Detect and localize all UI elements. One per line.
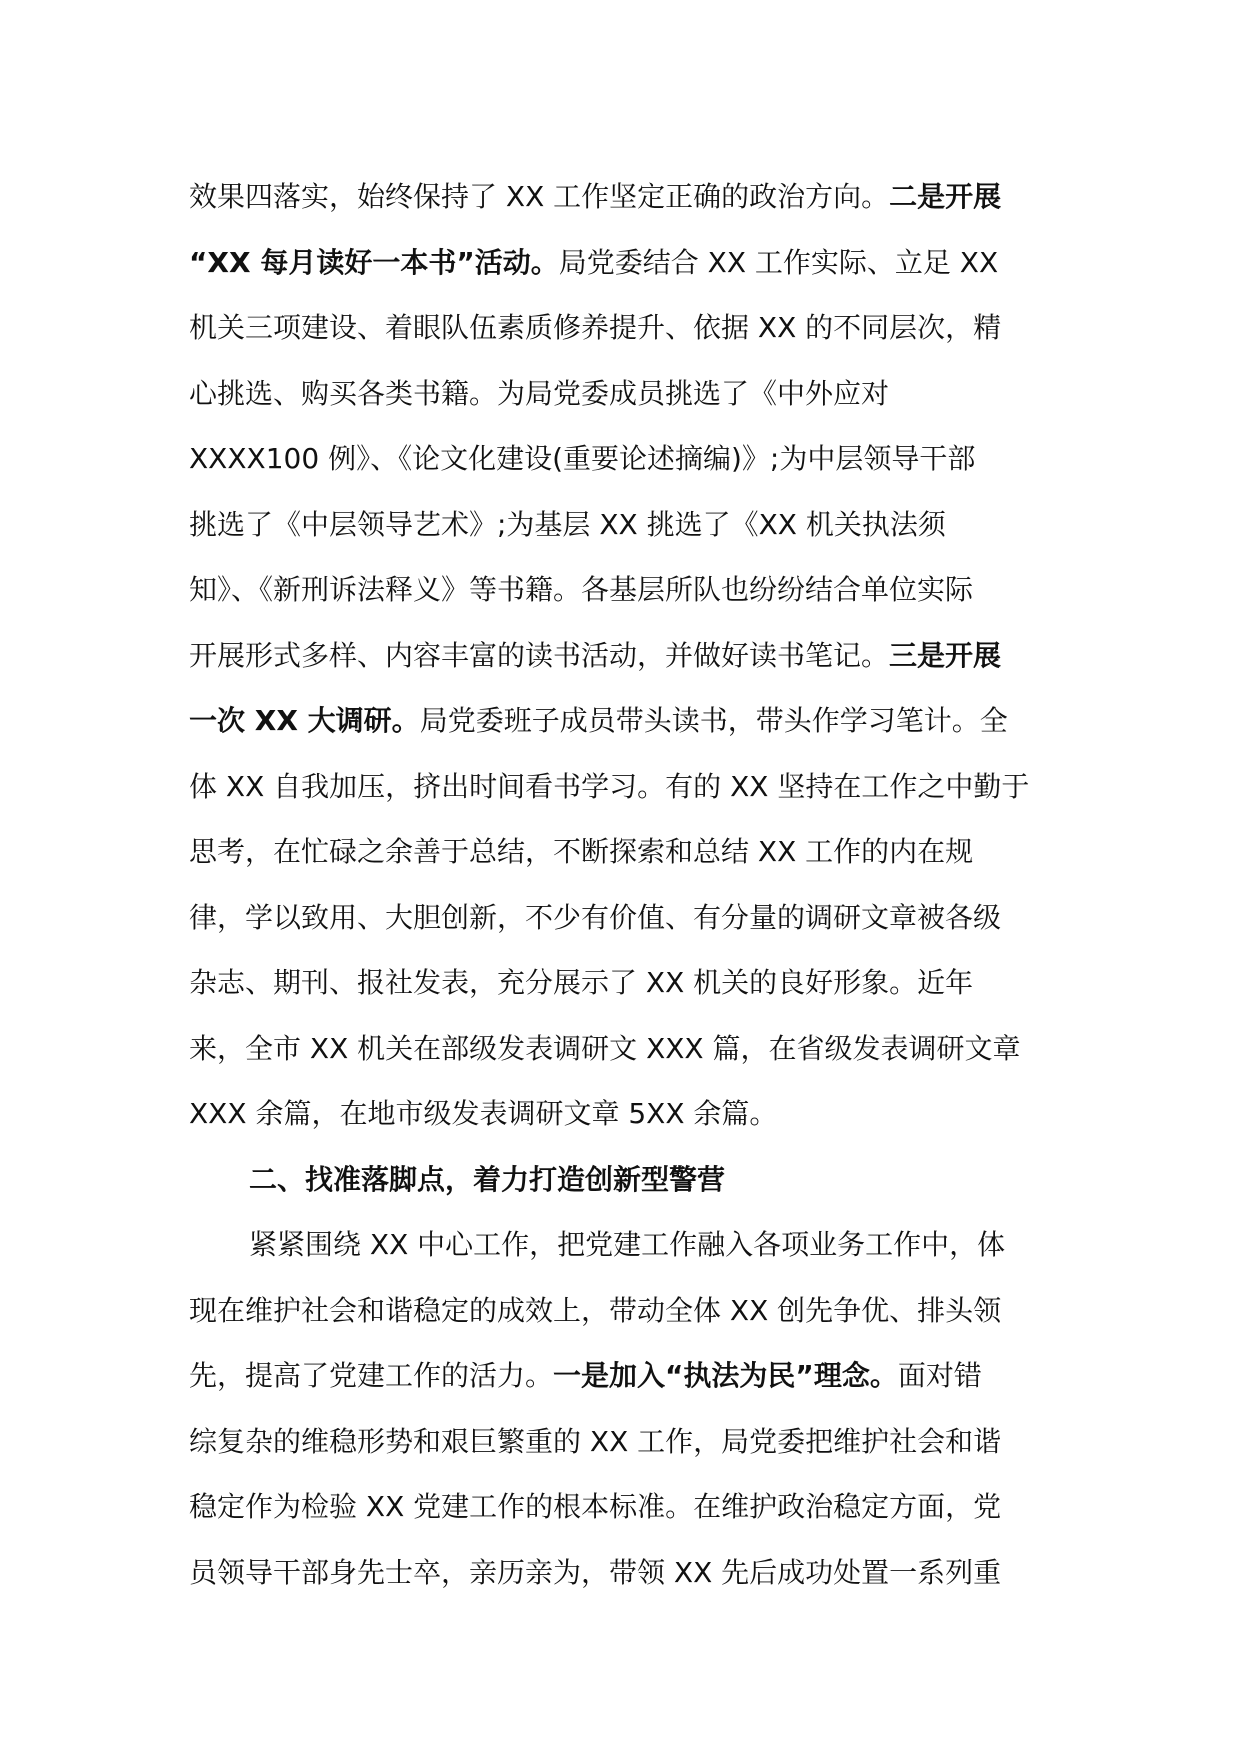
- text-line: [189, 557, 1051, 623]
- text-line: [189, 1474, 1051, 1540]
- text-run: 来，全市 XX 机关在部级发表调研文 XXX 篇，在省级发表调研文章: [189, 1031, 1021, 1065]
- text-run: 局党委班子成员带头读书，带头作学习笔计。全: [419, 704, 1008, 737]
- text-run: 挑选了《中层领导艺术》;为基层 XX 挑选了《XX 机关执法须: [189, 507, 946, 541]
- text-run: 机关三项建设、着眼队伍素质修养提升、依据 XX 的不同层次，精: [189, 311, 1002, 344]
- text-line: [189, 1212, 1051, 1278]
- text-line: [189, 885, 1051, 951]
- text-line: [189, 623, 1051, 689]
- text-run: 律，学以致用、大胆创新，不少有价值、有分量的调研文章被各级: [189, 900, 1002, 934]
- text-run: 综复杂的维稳形势和艰巨繁重的 XX 工作，局党委把维护社会和谐: [189, 1424, 1002, 1458]
- text-run: 知》、《新刑诉法释义》等书籍。各基层所队也纷纷结合单位实际: [189, 573, 974, 606]
- text-line: [189, 361, 1051, 427]
- text-run: XXX 余篇，在地市级发表调研文章 5XX 余篇。: [189, 1097, 778, 1130]
- bold-text-run: 三是开展: [889, 638, 1002, 672]
- section-heading: [189, 1147, 1051, 1213]
- document-page: [189, 164, 1051, 1605]
- text-run: 现在维护社会和谐稳定的成效上，带动全体 XX 创先争优、排头领: [189, 1293, 1002, 1327]
- text-run: 先，提高了党建工作的活力。: [189, 1359, 554, 1392]
- text-run: 杂志、期刊、报社发表，充分展示了 XX 机关的良好形象。近年: [189, 966, 974, 999]
- text-run: 局党委结合 XX 工作实际、立足 XX: [558, 245, 999, 279]
- bold-text-run: 二、找准落脚点，着力打造创新型警营: [249, 1162, 726, 1196]
- bold-text-run: 一次 XX 大调研。: [189, 704, 420, 737]
- text-run: 效果四落实，始终保持了 XX 工作坚定正确的政治方向。: [189, 180, 890, 213]
- bold-text-run: 二是开展: [889, 180, 1002, 213]
- text-line: [189, 492, 1051, 558]
- text-run: 面对错: [897, 1359, 982, 1392]
- text-line: [189, 754, 1051, 820]
- text-line: [189, 819, 1051, 885]
- text-line: [189, 164, 1051, 230]
- text-run: 员领导干部身先士卒，亲历亲为，带领 XX 先后成功处置一系列重: [189, 1555, 1002, 1589]
- text-line: [189, 1343, 1051, 1409]
- text-line: [189, 295, 1051, 361]
- text-run: 思考，在忙碌之余善于总结，不断探索和总结 XX 工作的内在规: [189, 835, 974, 868]
- text-line: [189, 688, 1051, 754]
- text-line: [189, 950, 1051, 1016]
- bold-text-run: 一是加入“执法为民”理念。: [553, 1359, 898, 1392]
- text-run: 心挑选、购买各类书籍。为局党委成员挑选了《中外应对: [189, 376, 890, 410]
- text-run: 体 XX 自我加压，挤出时间看书学习。有的 XX 坚持在工作之中勤于: [189, 769, 1030, 803]
- bold-text-run: “XX 每月读好一本书”活动。: [189, 245, 559, 279]
- text-line: [189, 1540, 1051, 1606]
- text-line: [189, 230, 1051, 296]
- text-line: [189, 1016, 1051, 1082]
- text-run: 稳定作为检验 XX 党建工作的根本标准。在维护政治稳定方面，党: [189, 1490, 1002, 1523]
- text-run: 开展形式多样、内容丰富的读书活动，并做好读书笔记。: [189, 638, 890, 672]
- text-line: [189, 1081, 1051, 1147]
- text-run: 紧紧围绕 XX 中心工作，把党建工作融入各项业务工作中，体: [249, 1228, 1006, 1261]
- text-line: [189, 426, 1051, 492]
- text-line: [189, 1278, 1051, 1344]
- text-run: XXXX100 例》、《论文化建设(重要论述摘编)》;为中层领导干部: [189, 442, 976, 475]
- text-line: [189, 1409, 1051, 1475]
